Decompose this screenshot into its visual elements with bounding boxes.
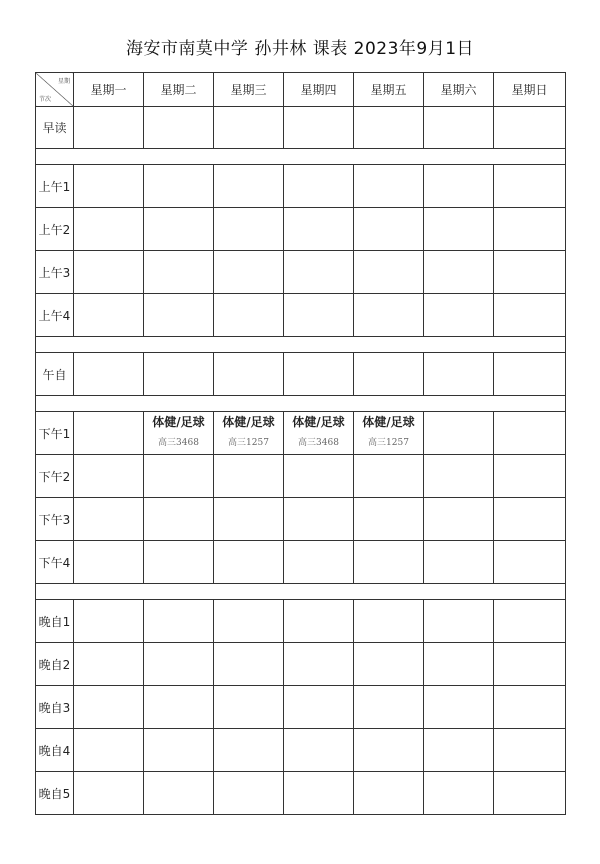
row-am-4 xyxy=(36,294,566,337)
course-name: 体健/足球 xyxy=(292,414,345,429)
slot-cell xyxy=(424,165,494,208)
row-am-3 xyxy=(36,251,566,294)
slot-cell xyxy=(424,498,494,541)
slot-cell xyxy=(494,294,566,337)
period-label-pm-2: 下午2 xyxy=(36,455,74,498)
separator-cell xyxy=(36,584,566,600)
slot-cell xyxy=(74,251,144,294)
slot-cell xyxy=(494,353,566,396)
page-title: 海安市南莫中学 孙井林 课表 2023年9月1日 xyxy=(125,39,475,59)
period-label-am-1: 上午1 xyxy=(36,165,74,208)
period-label-pm-4: 下午4 xyxy=(36,541,74,584)
slot-cell xyxy=(354,772,424,815)
slot-cell xyxy=(424,600,494,643)
slot-cell xyxy=(214,251,284,294)
slot-cell xyxy=(424,208,494,251)
slot-cell xyxy=(284,208,354,251)
slot-cell xyxy=(354,455,424,498)
course-cell-thu-pm1 xyxy=(284,412,354,455)
day-header-tue: 星期二 xyxy=(144,73,214,107)
course-name: 体健/足球 xyxy=(222,414,275,429)
period-label-am-2: 上午2 xyxy=(36,208,74,251)
course-class: 高三3468 xyxy=(158,437,199,448)
slot-cell xyxy=(284,353,354,396)
slot-cell xyxy=(354,643,424,686)
day-header-sat: 星期六 xyxy=(424,73,494,107)
separator-cell xyxy=(36,396,566,412)
period-label-eve-1: 晚自1 xyxy=(36,600,74,643)
slot-cell xyxy=(74,353,144,396)
slot-cell xyxy=(494,600,566,643)
slot-cell xyxy=(494,772,566,815)
period-label-noon: 午自 xyxy=(36,353,74,396)
slot-cell xyxy=(144,498,214,541)
row-pm-2 xyxy=(36,455,566,498)
slot-cell xyxy=(284,294,354,337)
slot-cell xyxy=(74,600,144,643)
timetable-grid xyxy=(35,72,566,815)
slot-cell xyxy=(424,251,494,294)
day-header-sun: 星期日 xyxy=(494,73,566,107)
slot-cell xyxy=(354,729,424,772)
header-row xyxy=(36,73,566,107)
course-cell-wed-pm1 xyxy=(214,412,284,455)
period-label-pm-3: 下午3 xyxy=(36,498,74,541)
course-class: 高三1257 xyxy=(368,437,409,448)
corner-day-label: 星期 xyxy=(57,78,70,85)
slot-cell xyxy=(74,455,144,498)
slot-cell xyxy=(144,353,214,396)
slot-cell xyxy=(424,686,494,729)
slot-cell xyxy=(354,498,424,541)
row-eve-5 xyxy=(36,772,566,815)
slot-cell xyxy=(284,541,354,584)
corner-period-label: 节次 xyxy=(39,96,52,103)
row-eve-3 xyxy=(36,686,566,729)
slot-cell xyxy=(144,541,214,584)
slot-cell xyxy=(494,498,566,541)
slot-cell xyxy=(144,455,214,498)
slot-cell xyxy=(424,294,494,337)
row-noon-study xyxy=(36,353,566,396)
period-label-early: 早读 xyxy=(36,107,74,149)
period-label-eve-3: 晚自3 xyxy=(36,686,74,729)
slot-cell xyxy=(74,498,144,541)
slot-cell xyxy=(214,643,284,686)
row-eve-1 xyxy=(36,600,566,643)
slot-cell xyxy=(424,412,494,455)
slot-cell xyxy=(424,455,494,498)
separator-row xyxy=(36,584,566,600)
slot-cell xyxy=(214,541,284,584)
slot-cell xyxy=(144,600,214,643)
slot-cell xyxy=(74,686,144,729)
day-header-wed: 星期三 xyxy=(214,73,284,107)
period-label-am-3: 上午3 xyxy=(36,251,74,294)
row-pm-3 xyxy=(36,498,566,541)
slot-cell xyxy=(214,498,284,541)
slot-cell xyxy=(424,353,494,396)
slot-cell xyxy=(214,729,284,772)
slot-cell xyxy=(144,772,214,815)
slot-cell xyxy=(214,165,284,208)
separator-cell xyxy=(36,149,566,165)
row-pm-4 xyxy=(36,541,566,584)
slot-cell xyxy=(424,643,494,686)
slot-cell xyxy=(74,165,144,208)
slot-cell xyxy=(494,412,566,455)
slot-cell xyxy=(144,729,214,772)
slot-cell xyxy=(494,729,566,772)
slot-cell xyxy=(354,107,424,149)
slot-cell xyxy=(494,455,566,498)
slot-cell xyxy=(284,600,354,643)
slot-cell xyxy=(214,686,284,729)
separator-cell xyxy=(36,337,566,353)
separator-row xyxy=(36,337,566,353)
slot-cell xyxy=(214,294,284,337)
slot-cell xyxy=(144,208,214,251)
slot-cell xyxy=(494,208,566,251)
slot-cell xyxy=(284,772,354,815)
period-label-pm-1: 下午1 xyxy=(36,412,74,455)
slot-cell xyxy=(214,772,284,815)
period-label-eve-2: 晚自2 xyxy=(36,643,74,686)
slot-cell xyxy=(214,600,284,643)
period-label-eve-4: 晚自4 xyxy=(36,729,74,772)
slot-cell xyxy=(354,251,424,294)
slot-cell xyxy=(144,251,214,294)
slot-cell xyxy=(214,107,284,149)
slot-cell xyxy=(284,498,354,541)
row-early-reading xyxy=(36,107,566,149)
period-label-eve-5: 晚自5 xyxy=(36,772,74,815)
slot-cell xyxy=(144,686,214,729)
slot-cell xyxy=(494,643,566,686)
slot-cell xyxy=(354,686,424,729)
slot-cell xyxy=(74,107,144,149)
row-am-2 xyxy=(36,208,566,251)
separator-row xyxy=(36,396,566,412)
separator-row xyxy=(36,149,566,165)
slot-cell xyxy=(354,541,424,584)
slot-cell xyxy=(424,729,494,772)
slot-cell xyxy=(494,686,566,729)
slot-cell xyxy=(284,251,354,294)
slot-cell xyxy=(354,165,424,208)
slot-cell xyxy=(144,294,214,337)
slot-cell xyxy=(424,107,494,149)
slot-cell xyxy=(284,107,354,149)
day-header-thu: 星期四 xyxy=(284,73,354,107)
slot-cell xyxy=(74,208,144,251)
slot-cell xyxy=(494,541,566,584)
day-header-mon: 星期一 xyxy=(74,73,144,107)
slot-cell xyxy=(424,772,494,815)
slot-cell xyxy=(74,772,144,815)
period-label-am-4: 上午4 xyxy=(36,294,74,337)
row-eve-2 xyxy=(36,643,566,686)
slot-cell xyxy=(144,643,214,686)
course-cell-fri-pm1 xyxy=(354,412,424,455)
day-header-fri: 星期五 xyxy=(354,73,424,107)
course-name: 体健/足球 xyxy=(152,414,205,429)
slot-cell xyxy=(284,455,354,498)
slot-cell xyxy=(284,686,354,729)
slot-cell xyxy=(74,412,144,455)
slot-cell xyxy=(144,107,214,149)
slot-cell xyxy=(424,541,494,584)
slot-cell xyxy=(214,353,284,396)
slot-cell xyxy=(354,353,424,396)
slot-cell xyxy=(74,541,144,584)
slot-cell xyxy=(354,208,424,251)
row-am-1 xyxy=(36,165,566,208)
course-cell-tue-pm1 xyxy=(144,412,214,455)
slot-cell xyxy=(494,107,566,149)
course-name: 体健/足球 xyxy=(362,414,415,429)
slot-cell xyxy=(74,643,144,686)
corner-cell xyxy=(36,73,74,107)
slot-cell xyxy=(214,455,284,498)
slot-cell xyxy=(354,294,424,337)
slot-cell xyxy=(214,208,284,251)
course-class: 高三3468 xyxy=(298,437,339,448)
slot-cell xyxy=(494,251,566,294)
row-eve-4 xyxy=(36,729,566,772)
slot-cell xyxy=(284,165,354,208)
row-pm-1 xyxy=(36,412,566,455)
slot-cell xyxy=(284,643,354,686)
slot-cell xyxy=(494,165,566,208)
slot-cell xyxy=(144,165,214,208)
slot-cell xyxy=(74,729,144,772)
slot-cell xyxy=(284,729,354,772)
slot-cell xyxy=(74,294,144,337)
slot-cell xyxy=(354,600,424,643)
course-class: 高三1257 xyxy=(228,437,269,448)
